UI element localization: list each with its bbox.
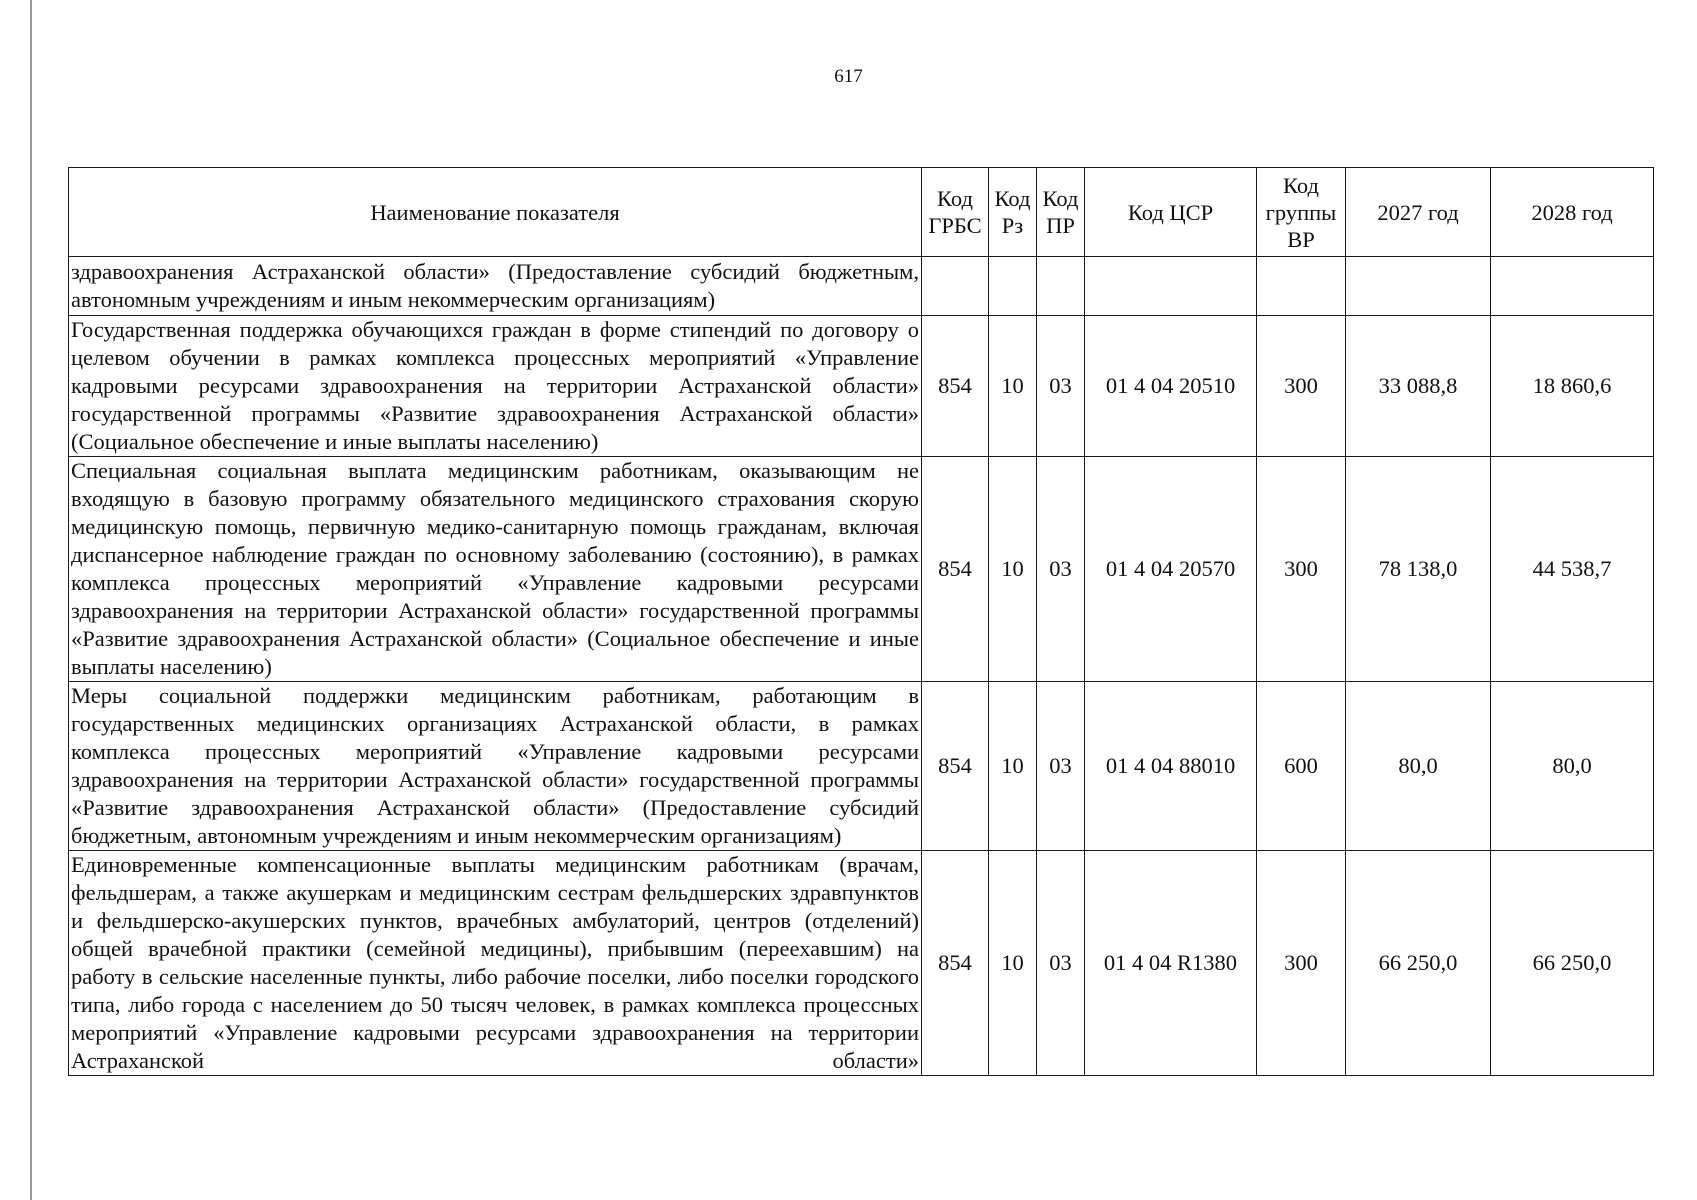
row-rz — [989, 257, 1037, 316]
row-name: здравоохранения Астраханской области» (Предоставление субсидий бюджетным, автономным учреждениям и иным некоммерческим организациям) — [69, 257, 922, 316]
row-rz: 10 — [989, 851, 1037, 1076]
page-number: 617 — [834, 66, 863, 87]
table-header-row — [69, 168, 1654, 257]
row-csr: 01 4 04 20510 — [1085, 316, 1257, 457]
row-pr: 03 — [1037, 682, 1085, 851]
row-pr — [1037, 257, 1085, 316]
row-name: Специальная социальная выплата медицинским работникам, оказывающим не входящую в базовую программу обязательного медицинского страхования скорую медицинскую помощь, первичную медико-санитарную помощь гражданам, включая диспансерное наблюдение граждан по основному заболеванию (состоянию), в рамках комплекса процессных мероприятий «Управление кадровыми ресурсами здравоохранения на территории Астраханской области» государственной программы «Развитие здравоохранения Астраханской области» (Социальное обеспечение и иные выплаты населению) — [69, 457, 922, 682]
row-2027: 33 088,8 — [1346, 316, 1491, 457]
table-row — [69, 457, 1654, 682]
row-2027: 80,0 — [1346, 682, 1491, 851]
row-vr: 600 — [1257, 682, 1346, 851]
row-grbs — [922, 257, 989, 316]
table-row — [69, 682, 1654, 851]
row-csr: 01 4 04 20570 — [1085, 457, 1257, 682]
row-pr: 03 — [1037, 457, 1085, 682]
row-2028: 44 538,7 — [1491, 457, 1654, 682]
row-rz: 10 — [989, 682, 1037, 851]
header-csr: Код ЦСР — [1085, 168, 1257, 257]
row-name: Государственная поддержка обучающихся граждан в форме стипендий по договору о целевом обучении в рамках комплекса процессных мероприятий «Управление кадровыми ресурсами здравоохранения на территории Астраханской области» государственной программы «Развитие здравоохранения Астраханской области» (Социальное обеспечение и иные выплаты населению) — [69, 316, 922, 457]
row-2028: 66 250,0 — [1491, 851, 1654, 1076]
header-2028: 2028 год — [1491, 168, 1654, 257]
row-rz: 10 — [989, 316, 1037, 457]
row-2027: 66 250,0 — [1346, 851, 1491, 1076]
row-vr: 300 — [1257, 851, 1346, 1076]
row-rz: 10 — [989, 457, 1037, 682]
row-2028: 18 860,6 — [1491, 316, 1654, 457]
header-pr: Код ПР — [1037, 168, 1085, 257]
header-name: Наименование показателя — [69, 168, 922, 257]
row-csr — [1085, 257, 1257, 316]
table-row — [69, 257, 1654, 316]
row-grbs: 854 — [922, 851, 989, 1076]
header-rz: Код Рз — [989, 168, 1037, 257]
row-name: Единовременные компенсационные выплаты медицинским работникам (врачам, фельдшерам, а также акушеркам и медицинским сестрам фельдшерских здравпунктов и фельдшерско-акушерских пунктов, врачебных амбулаторий, центров (отделений) общей врачебной практики (семейной медицины), прибывшим (переехавшим) на работу в сельские населенные пункты, либо рабочие поселки, либо поселки городского типа, либо города с населением до 50 тысяч человек, в рамках комплекса процессных мероприятий «Управление кадровыми ресурсами здравоохранения на территории Астраханской области» — [69, 851, 922, 1076]
row-csr: 01 4 04 R1380 — [1085, 851, 1257, 1076]
row-grbs: 854 — [922, 457, 989, 682]
row-vr — [1257, 257, 1346, 316]
header-grbs: Код ГРБС — [922, 168, 989, 257]
row-2028: 80,0 — [1491, 682, 1654, 851]
row-csr: 01 4 04 88010 — [1085, 682, 1257, 851]
row-name: Меры социальной поддержки медицинским работникам, работающим в государственных медицинских организациях Астраханской области, в рамках комплекса процессных мероприятий «Управление кадровыми ресурсами здравоохранения на территории Астраханской области» государственной программы «Развитие здравоохранения Астраханской области» (Предоставление субсидий бюджетным, автономным учреждениям и иным некоммерческим организациям) — [69, 682, 922, 851]
row-2027 — [1346, 257, 1491, 316]
row-pr: 03 — [1037, 316, 1085, 457]
table-row — [69, 851, 1654, 1076]
scan-margin-line — [30, 0, 32, 1200]
row-grbs: 854 — [922, 316, 989, 457]
table-row — [69, 316, 1654, 457]
row-vr: 300 — [1257, 316, 1346, 457]
row-grbs: 854 — [922, 682, 989, 851]
header-2027: 2027 год — [1346, 168, 1491, 257]
row-pr: 03 — [1037, 851, 1085, 1076]
row-2028 — [1491, 257, 1654, 316]
row-vr: 300 — [1257, 457, 1346, 682]
header-vr: Код группы ВР — [1257, 168, 1346, 257]
budget-table — [68, 167, 1654, 1076]
row-2027: 78 138,0 — [1346, 457, 1491, 682]
